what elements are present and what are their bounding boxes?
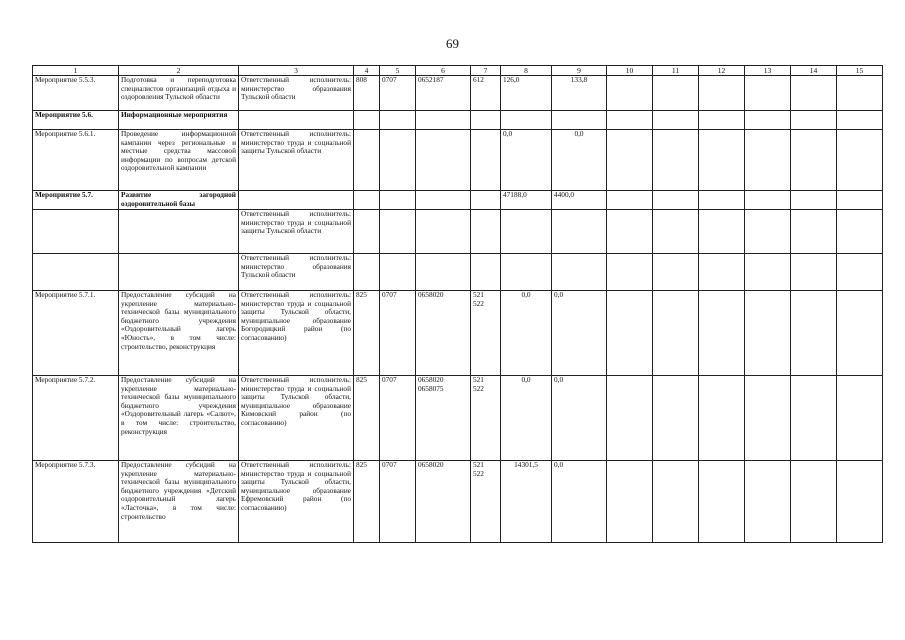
cell-col8: 126,0 (501, 76, 552, 111)
measure-code: Мероприятие 5.7. (33, 191, 119, 210)
measure-code: Мероприятие 5.7.3. (33, 461, 119, 543)
cell-col7: 521 522 (471, 291, 501, 376)
table-row (33, 291, 883, 376)
cell-col8: 0,0 (501, 376, 552, 461)
header-row (33, 66, 883, 76)
cell-col9: 4400,0 (552, 191, 607, 210)
col-header: 3 (239, 66, 354, 76)
cell-col6: 0652187 (416, 76, 471, 111)
col-header: 11 (653, 66, 699, 76)
table-row (33, 376, 883, 461)
cell-col5: 0707 (380, 291, 416, 376)
measure-description: Информационные мероприятия (119, 111, 239, 130)
table-row (33, 130, 883, 191)
cell-col7: 612 (471, 76, 501, 111)
cell-col5: 0707 (380, 376, 416, 461)
responsible-executor: Ответственный исполнитель: министерство труда и социальной защиты Тульской области, муниципальное образование Кимовский район (по согласованию) (239, 376, 354, 461)
cell-col8: 0,0 (501, 130, 552, 191)
measure-code: Мероприятие 5.7.1. (33, 291, 119, 376)
col-header: 9 (552, 66, 607, 76)
cell-col8: 14301,5 (501, 461, 552, 543)
cell-col9: 0,0 (552, 376, 607, 461)
measure-code: Мероприятие 5.6. (33, 111, 119, 130)
cell-col6: 0658020 0658075 (416, 376, 471, 461)
responsible-executor: Ответственный исполнитель: министерство труда и социальной защиты Тульской области, муниципальное образование Ефремовский район (по согласованию) (239, 461, 354, 543)
cell-col6: 0658020 (416, 461, 471, 543)
cell-col5: 0707 (380, 461, 416, 543)
measure-description: Развитие загородной оздоровительной базы (119, 191, 239, 210)
responsible-executor: Ответственный исполнитель: министерство образования Тульской области (239, 76, 354, 111)
cell-col5: 0707 (380, 76, 416, 111)
col-header: 12 (699, 66, 745, 76)
col-header: 5 (380, 66, 416, 76)
measure-code: Мероприятие 5.6.1. (33, 130, 119, 191)
table-row (33, 111, 883, 130)
table-row (33, 210, 883, 254)
table-row (33, 254, 883, 291)
col-header: 2 (119, 66, 239, 76)
col-header: 4 (354, 66, 380, 76)
cell-col4: 825 (354, 461, 380, 543)
measure-description: Предоставление субсидий на укрепление материально-технической базы муниципального бюджетного учреждения «Оздоровительный лагерь «Юность», в том числе: строительство, реконструкция (119, 291, 239, 376)
budget-table (32, 65, 883, 543)
responsible-executor (239, 111, 354, 130)
col-header: 13 (745, 66, 791, 76)
responsible-executor: Ответственный исполнитель: министерство образования Тульской области (239, 254, 354, 291)
col-header: 7 (471, 66, 501, 76)
measure-code: Мероприятие 5.5.3. (33, 76, 119, 111)
cell-col8: 47188,0 (501, 191, 552, 210)
cell-col9: 133,8 (552, 76, 607, 111)
responsible-executor: Ответственный исполнитель: министерство труда и социальной защиты Тульской области (239, 210, 354, 254)
table-row (33, 76, 883, 111)
col-header: 14 (791, 66, 837, 76)
col-header: 10 (607, 66, 653, 76)
cell-col9: 0,0 (552, 291, 607, 376)
col-header: 8 (501, 66, 552, 76)
cell-col6: 0658020 (416, 291, 471, 376)
measure-description: Предоставление субсидий на укрепление материально-технической базы муниципального бюджетного учреждения «Детский оздоровительный лагерь «Ласточка», в том числе: строительство (119, 461, 239, 543)
col-header: 6 (416, 66, 471, 76)
page-number: 69 (446, 36, 459, 51)
cell-col7: 521 522 (471, 461, 501, 543)
table-row (33, 461, 883, 543)
cell-col9: 0,0 (552, 130, 607, 191)
cell-col4: 825 (354, 376, 380, 461)
measure-description: Предоставление субсидий на укрепление материально-технической базы муниципального бюджетного учреждения «Оздоровительный лагерь «Салют», в том числе: строительство, реконструкция (119, 376, 239, 461)
col-header: 1 (33, 66, 119, 76)
cell-col4: 825 (354, 291, 380, 376)
cell-col7: 521 522 (471, 376, 501, 461)
col-header: 15 (837, 66, 883, 76)
measure-code: Мероприятие 5.7.2. (33, 376, 119, 461)
table-row (33, 191, 883, 210)
responsible-executor: Ответственный исполнитель: министерство труда и социальной защиты Тульской области, муниципальное образование Богородицкий район (по согласованию) (239, 291, 354, 376)
cell-col4: 808 (354, 76, 380, 111)
responsible-executor: Ответственный исполнитель: министерство труда и социальной защиты Тульской области (239, 130, 354, 191)
measure-description: Подготовка и переподготовка специалистов организаций отдыха и оздоровления Тульской области (119, 76, 239, 111)
cell-col9: 0,0 (552, 461, 607, 543)
cell-col8: 0,0 (501, 291, 552, 376)
measure-description: Проведение информационной кампании через региональные и местные средства массовой информации по вопросам детской оздоровительной кампании (119, 130, 239, 191)
